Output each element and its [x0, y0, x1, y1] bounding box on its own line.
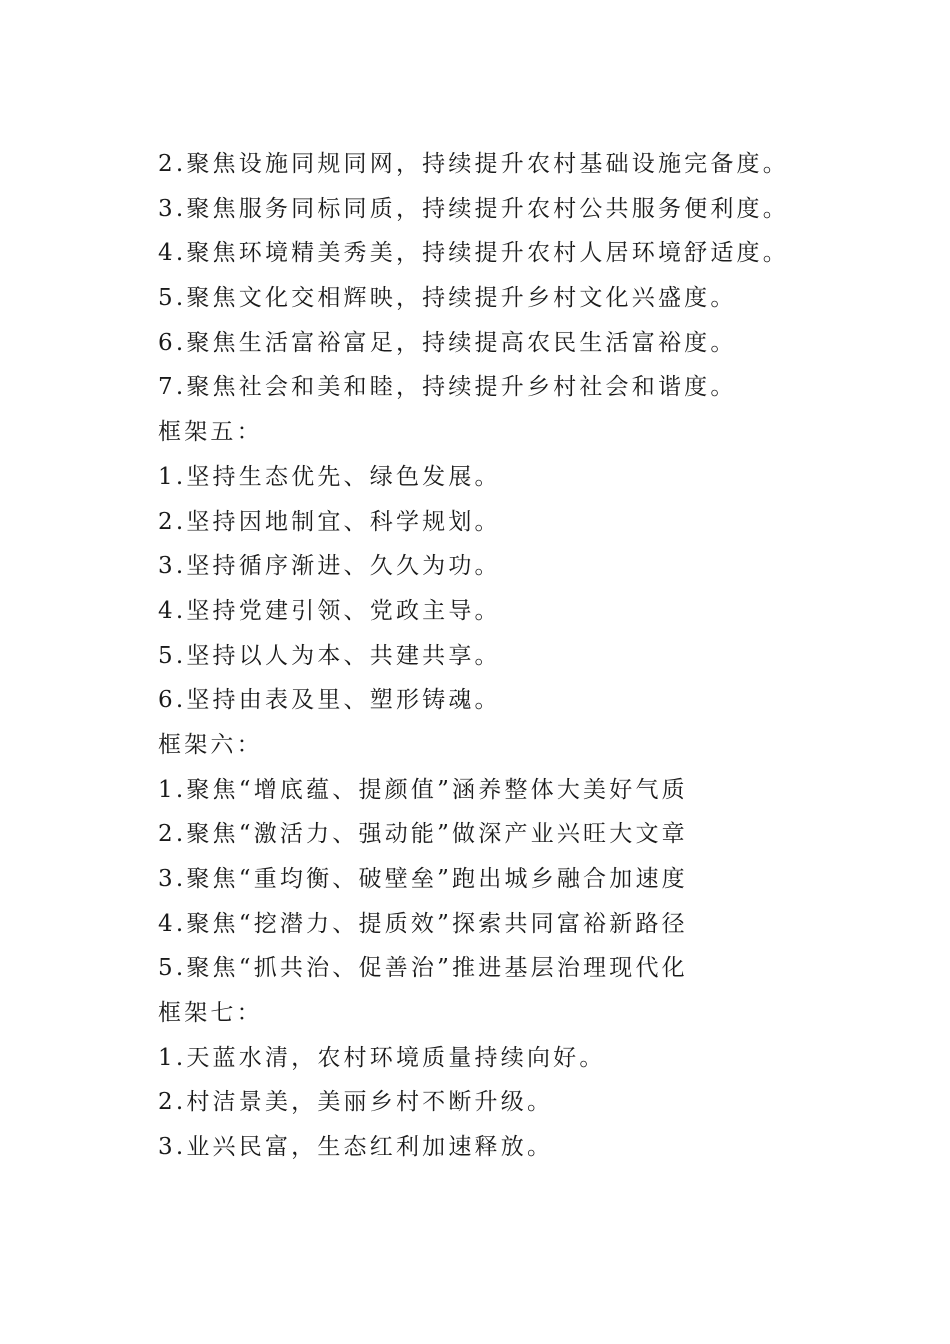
list-item: 4.聚焦环境精美秀美，持续提升农村人居环境舒适度。 [158, 240, 789, 267]
list-item: 5.聚焦文化交相辉映，持续提升乡村文化兴盛度。 [158, 285, 737, 312]
list-item: 4.聚焦“挖潜力、提质效”探索共同富裕新路径 [158, 910, 688, 937]
section-heading-framework-7: 框架七： [158, 1000, 263, 1027]
list-item: 5.聚焦“抓共治、促善治”推进基层治理现代化 [158, 955, 688, 982]
list-item: 2.聚焦“激活力、强动能”做深产业兴旺大文章 [158, 821, 688, 848]
list-item: 4.坚持党建引领、党政主导。 [158, 597, 501, 624]
list-item: 1.聚焦“增底蕴、提颜值”涵养整体大美好气质 [158, 776, 688, 803]
list-item: 1.坚持生态优先、绿色发展。 [158, 463, 501, 490]
list-item: 2.聚焦设施同规同网，持续提升农村基础设施完备度。 [158, 151, 789, 177]
list-item: 6.聚焦生活富裕富足，持续提高农民生活富裕度。 [158, 329, 737, 356]
list-item: 6.坚持由表及里、塑形铸魂。 [158, 687, 501, 714]
list-item: 2.村洁景美，美丽乡村不断升级。 [158, 1089, 554, 1116]
list-item: 5.坚持以人为本、共建共享。 [158, 642, 501, 669]
document-body [158, 142, 858, 1170]
list-item: 3.聚焦“重均衡、破壁垒”跑出城乡融合加速度 [158, 866, 688, 892]
list-item: 1.天蓝水清，农村环境质量持续向好。 [158, 1044, 606, 1071]
list-item: 3.坚持循序渐进、久久为功。 [158, 553, 501, 580]
list-item: 2.坚持因地制宜、科学规划。 [158, 508, 501, 535]
section-heading-framework-5: 框架五： [158, 419, 263, 446]
list-item: 3.业兴民富，生态红利加速释放。 [158, 1134, 554, 1161]
section-heading-framework-6: 框架六： [158, 731, 263, 758]
list-item: 7.聚焦社会和美和睦，持续提升乡村社会和谐度。 [158, 374, 737, 401]
list-item: 3.聚焦服务同标同质，持续提升农村公共服务便利度。 [158, 195, 789, 222]
